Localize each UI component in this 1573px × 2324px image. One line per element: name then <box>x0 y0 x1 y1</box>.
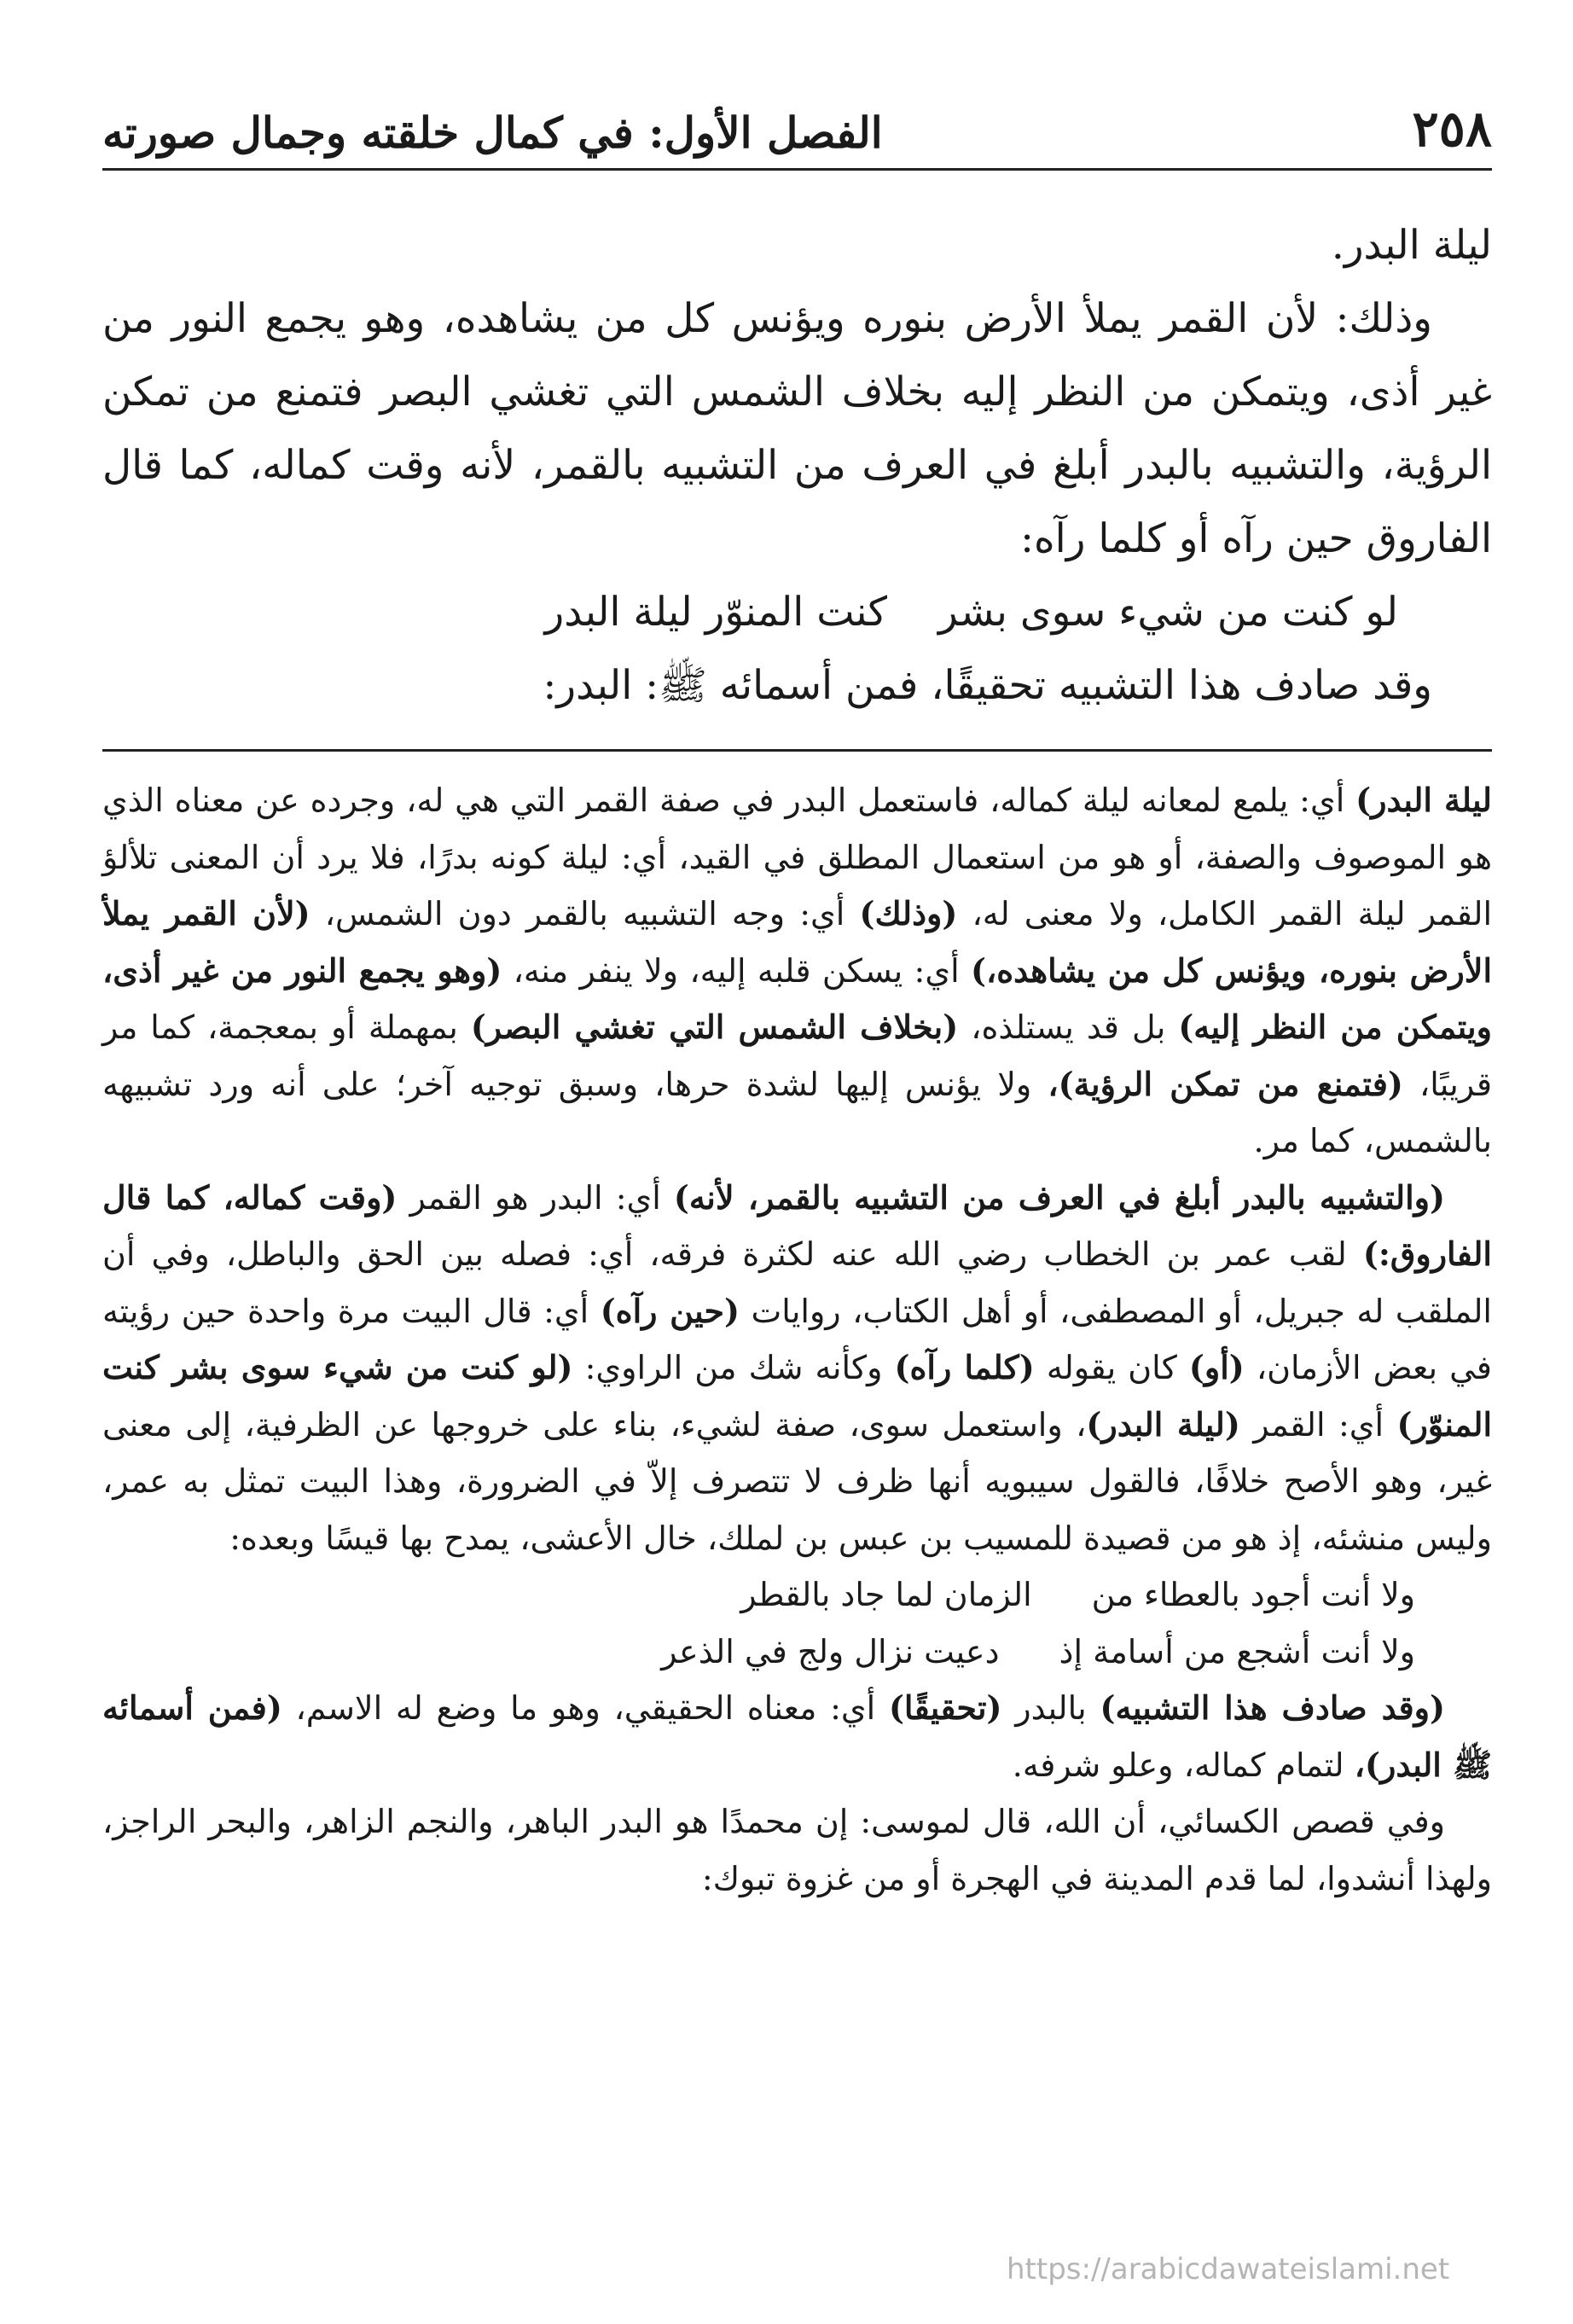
main-text <box>102 209 1492 723</box>
commentary-text: ولا يؤنس إليها لشدة حرها، وسبق توجيه آخر؛ على أنه ورد تشبيهه بالشمس، كما مر. <box>102 1065 1492 1159</box>
page-number: ٢٥٨ <box>1412 100 1492 158</box>
commentary-text: بمهملة أو بمعجمة، كما مر قريبًا، <box>102 1008 1492 1103</box>
bold-quote: ليلة البدر) <box>1355 781 1492 819</box>
commentary-text: وكأنه شك من الراوي: <box>572 1349 895 1386</box>
bold-quote: (والتشبيه بالبدر أبلغ في العرف من التشبيه بالقمر، لأنه) <box>673 1177 1446 1217</box>
verse-second-hemistich: دعيت نزال ولج في الذعر <box>661 1632 1000 1670</box>
footnote-divider <box>102 749 1492 752</box>
main-paragraph-1: وذلك: لأن القمر يملأ الأرض بنوره ويؤنس كل من يشاهده، وهو يجمع النور من غير أذى، ويتمكن من النظر إليه بخلاف الشمس التي تغشي البصر فتمنع من تمكن الرؤية، والتشبيه بالبدر أبلغ في العرف من التشبيه بالقمر، لأنه وقت كماله، كما قال الفاروق حين رآه أو كلما رآه: <box>102 295 1492 562</box>
commentary-text: لقب عمر بن الخطاب رضي الله عنه لكثرة فرقه، أي: فصله بين الحق والباطل، وفي أن الملقب له جبريل، أو المصطفى، أو أهل الكتاب، روايات <box>102 1235 1492 1330</box>
bold-quote: (فتمنع من تمكن الرؤية)، <box>1048 1064 1403 1103</box>
main-paragraph-2: وقد صادف هذا التشبيه تحقيقًا، فمن أسمائه ﷺ: البدر: <box>543 662 1432 709</box>
bold-quote: (أو) <box>1188 1348 1245 1386</box>
running-title: الفصل الأول: في كمال خلقته وجمال صورته <box>102 107 883 158</box>
commentary-text: ، واستعمل سوى، صفة لشيء، بناء على خروجها عن الظرفية، إلى معنى غير، وهو الأصح خلافًا، فالقول سيبويه أنها ظرف لا تتصرف إلاّ في الضرورة، وهذا البيت تمثل به عمر، وليس منشئه، إذ هو من قصيدة للمسيب بن عبس بن لملك، خال الأعشى، يمدح بها قيسًا وبعده: <box>102 1405 1492 1557</box>
verse-second-hemistich: الزمان لما جاد بالقطر <box>740 1576 1032 1613</box>
verse-first-hemistich: ولا أنت أجود بالعطاء من <box>1091 1576 1415 1613</box>
commentary-text: أي: يسكن قلبه إليه، ولا ينفر منه، <box>502 951 971 990</box>
bold-quote: (تحقيقًا) <box>888 1688 1002 1727</box>
bold-quote: (كلما رآه) <box>894 1348 1035 1386</box>
commentary-verse-2 <box>102 1624 1492 1681</box>
bold-quote: (فمن أسمائه ﷺ البدر)، <box>102 1688 1492 1784</box>
commentary-text: أي: القمر <box>1239 1405 1397 1444</box>
commentary-text: بالبدر <box>1001 1689 1100 1727</box>
bold-quote: (بخلاف الشمس التي تغشي البصر) <box>470 1008 959 1046</box>
bold-quote: (لو كنت من شيء سوى بشر كنت المنوّر) <box>102 1348 1493 1444</box>
commentary-text: أي: معناه الحقيقي، وهو ما وضع له الاسم، <box>282 1689 889 1727</box>
page-header <box>102 81 1492 171</box>
main-verse <box>102 576 1492 649</box>
commentary-paragraph-2 <box>102 1170 1492 1567</box>
bold-quote: (لأن القمر يملأ الأرض بنوره، ويؤنس كل من يشاهده،) <box>102 894 1493 990</box>
commentary-text: أي: البدر هو القمر <box>397 1178 674 1217</box>
bold-quote: (وهو يجمع النور من غير أذى، ويتمكن من النظر إليه) <box>102 950 1492 1046</box>
verse-first-hemistich: لو كنت من شيء سوى بشر <box>937 589 1398 636</box>
commentary-text: بل قد يستلذه، <box>958 1008 1179 1046</box>
commentary <box>102 772 1492 1907</box>
commentary-text: أي: يلمع لمعانه ليلة كماله، فاستعمل البدر في صفة القمر التي هي له، وجرده عن معناه الذي هو الموصوف والصفة، أو هو من استعمال المطلق في القيد، أي: ليلة كونه بدرًا، فلا يرد أن المعنى تلألؤ القمر ليلة القمر الكامل، ولا معنى له، <box>102 781 1492 933</box>
bold-quote: (حين رآه) <box>600 1291 740 1330</box>
commentary-paragraph-4: وفي قصص الكسائي، أن الله، قال لموسى: إن محمدًا هو البدر الباهر، والنجم الزاهر، والبحر الراجز، ولهذا أنشدوا، لما قدم المدينة في الهجرة أو من غزوة تبوك: <box>102 1803 1492 1897</box>
verse-second-hemistich: كنت المنوّر ليلة البدر <box>544 589 887 636</box>
commentary-text: أي: وجه التشبيه بالقمر دون الشمس، <box>310 895 860 933</box>
bold-quote: (وقت كماله، كما قال الفاروق:) <box>102 1177 1492 1273</box>
bold-quote: (وقد صادف هذا التشبيه) <box>1100 1688 1446 1727</box>
verse-first-hemistich: ولا أنت أشجع من أسامة إذ <box>1059 1632 1415 1670</box>
main-line-0: ليلة البدر. <box>1331 222 1492 269</box>
bold-quote: (ليلة البدر) <box>1086 1404 1240 1444</box>
commentary-verse-1 <box>102 1566 1492 1624</box>
commentary-paragraph-1 <box>102 772 1492 1170</box>
commentary-paragraph-3 <box>102 1680 1492 1793</box>
commentary-text: لتمام كماله، وعلو شرفه. <box>1012 1746 1355 1784</box>
commentary-text: كان يقوله <box>1034 1349 1189 1386</box>
watermark-url[interactable]: https://arabicdawateislami.net <box>1007 2252 1450 2286</box>
commentary-text: أي: قال البيت مرة واحدة حين رؤيته في بعض الأزمان، <box>102 1292 1492 1386</box>
bold-quote: (وذلك) <box>859 894 958 933</box>
